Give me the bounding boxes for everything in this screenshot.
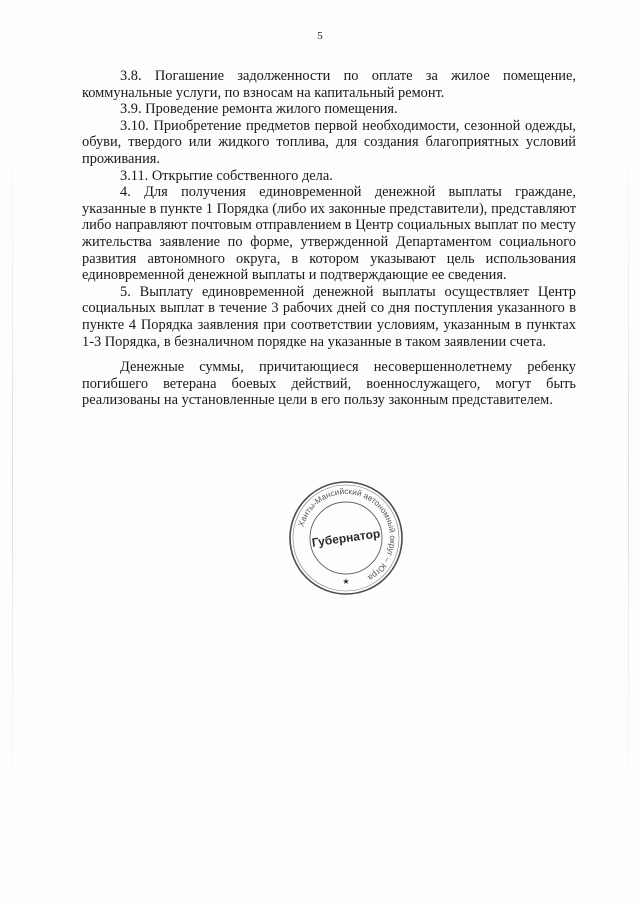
seal-graphic xyxy=(288,480,404,596)
paragraph-3-9: 3.9. Проведение ремонта жилого помещения. xyxy=(120,101,398,118)
paragraph-3-11: 3.11. Открытие собственного дела. xyxy=(120,167,333,184)
document-body xyxy=(82,68,576,409)
seal-center-text: Губернатор xyxy=(310,526,382,550)
scan-edge-left xyxy=(12,120,13,820)
seal-star-icon: ★ xyxy=(342,577,350,586)
seal-ring-text: Ханты-Мансийский автономный округ – Югра xyxy=(296,486,398,583)
page-number: 5 xyxy=(317,30,323,42)
paragraph-3-10: 3.10. Приобретение предметов первой необходимости, сезонной одежды, обуви, твердого или жидкого топлива, для создания благоприятных условий проживания. xyxy=(82,117,576,167)
scan-edge-right xyxy=(628,120,629,820)
governor-seal xyxy=(288,480,404,596)
paragraph-4: 4. Для получения единовременной денежной выплаты граждане, указанные в пункте 1 Порядка (либо их законные представители), представляют либо направляют почтовым отправлением в Центр социальных выплат по месту жительства заявление по форме, утвержденной Департаментом социального развития автономного округа, в котором указывают цель использования единовременной денежной выплаты и подтверждающие ее сведения. xyxy=(82,184,576,284)
paragraph-3-8: 3.8. Погашение задолженности по оплате за жилое помещение, коммунальные услуги, по взносам на капитальный ремонт. xyxy=(82,68,576,101)
paragraph-closing: Денежные суммы, причитающиеся несовершеннолетнему ребенку погибшего ветерана боевых действий, военнослужащего, могут быть реализованы на установленные цели в его пользу законным представителем. xyxy=(82,359,576,409)
paragraph-5: 5. Выплату единовременной денежной выплаты осуществляет Центр социальных выплат в течение 3 рабочих дней со дня поступления указанного в пункте 4 Порядка заявления при соответствии условиям, указанным в пунктах 1-3 Порядка, в безналичном порядке на указанные в таком заявлении счета. xyxy=(82,283,576,350)
